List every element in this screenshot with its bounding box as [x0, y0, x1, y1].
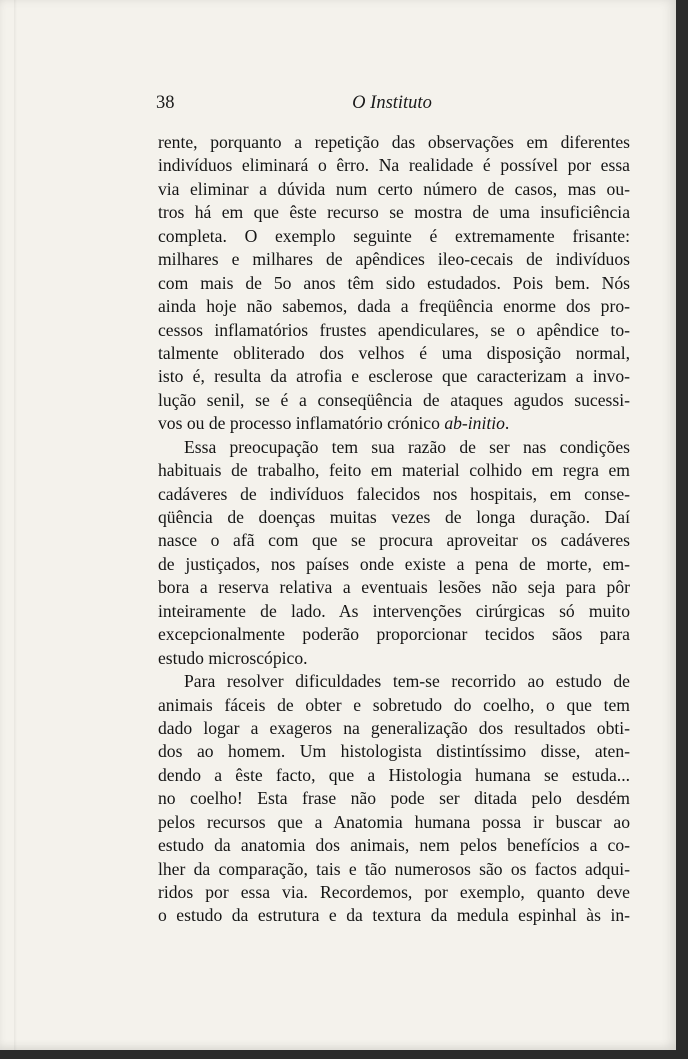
text-line: dos ao homem. Um histologista distintíssimo disse, aten- [158, 741, 630, 762]
text-line: estudo microscópico. [158, 647, 308, 668]
running-title: O Instituto [352, 93, 432, 113]
text-line: o estudo da estrutura e da textura da medula espinhal às in- [158, 905, 630, 926]
text-line: cadáveres de indivíduos falecidos nos hospitais, em conse- [158, 483, 630, 504]
text-line: nasce o afã com que se procura aproveitar os cadáveres [158, 530, 630, 551]
text-line: rente, porquanto a repetição das observações em diferentes [158, 132, 630, 152]
text-line: excepcionalmente poderão proporcionar tecidos sãos para [158, 624, 630, 645]
text-line: estudo da anatomia dos animais, nem pelos benefícios a co- [158, 835, 630, 856]
text-line: habituais de trabalho, feito em material colhido em regra em [158, 460, 630, 481]
text-line: dendo a êste facto, que a Histologia humana se estuda... [158, 764, 630, 785]
text-line: isto é, resulta da atrofia e esclerose que caracterizam a invo- [158, 366, 630, 387]
body-text [158, 131, 630, 928]
page-number: 38 [156, 93, 175, 113]
text-line [158, 412, 630, 435]
text-line: animais fáceis de obter e sobretudo do coelho, o que tem [158, 694, 630, 715]
latin-term: ab-initio [444, 413, 505, 434]
text-line: tros há em que êste recurso se mostra de uma insuficiência [158, 202, 630, 223]
text-line: de justiçados, nos países onde existe a pena de morte, em- [158, 553, 630, 574]
text-line: lução senil, se é a conseqüência de ataques agudos sucessi- [158, 389, 630, 410]
text-line: completa. O exemplo seguinte é extremamente frisante: [158, 225, 630, 246]
text-line: qüência de doenças muitas vezes de longa duração. Daí [158, 507, 630, 527]
text-line: ridos por essa via. Recordemos, por exemplo, quanto deve [158, 882, 630, 902]
text-fragment: vos ou de processo inflamatório crónico [158, 413, 445, 434]
text-line: cessos inflamatórios frustes apendiculares, se o apêndice to- [158, 319, 630, 340]
text-line: dado logar a exageros na generalização dos resultados obti- [158, 717, 630, 738]
text-line: inteiramente de lado. As intervenções cirúrgicas só muito [158, 600, 630, 621]
page-header [156, 93, 628, 117]
text-line: ainda hoje não sabemos, dada a freqüência enorme dos pro- [158, 296, 630, 317]
text-line: Essa preocupação tem sua razão de ser nas condições [184, 436, 630, 457]
text-fragment: . [504, 413, 510, 434]
text-line: talmente obliterado dos velhos é uma disposição normal, [158, 342, 630, 363]
text-line: Para resolver dificuldades tem-se recorrido ao estudo de [184, 671, 630, 692]
text-line: com mais de 5o anos têm sido estudados. Pois bem. Nós [158, 272, 630, 293]
text-line: bora a reserva relativa a eventuais lesões não seja para pôr [158, 577, 630, 598]
text-line: pelos recursos que a Anatomia humana possa ir buscar ao [158, 811, 630, 832]
text-line: no coelho! Esta frase não pode ser ditada pelo desdém [158, 788, 630, 809]
text-line: via eliminar a dúvida num certo número de casos, mas ou- [158, 178, 630, 199]
text-line: lher da comparação, tais e tão numerosos são os factos adqui- [158, 858, 630, 879]
text-line: indivíduos eliminará o êrro. Na realidade é possível por essa [158, 155, 630, 176]
text-line: milhares e milhares de apêndices ileo-cecais de indivíduos [158, 249, 630, 270]
